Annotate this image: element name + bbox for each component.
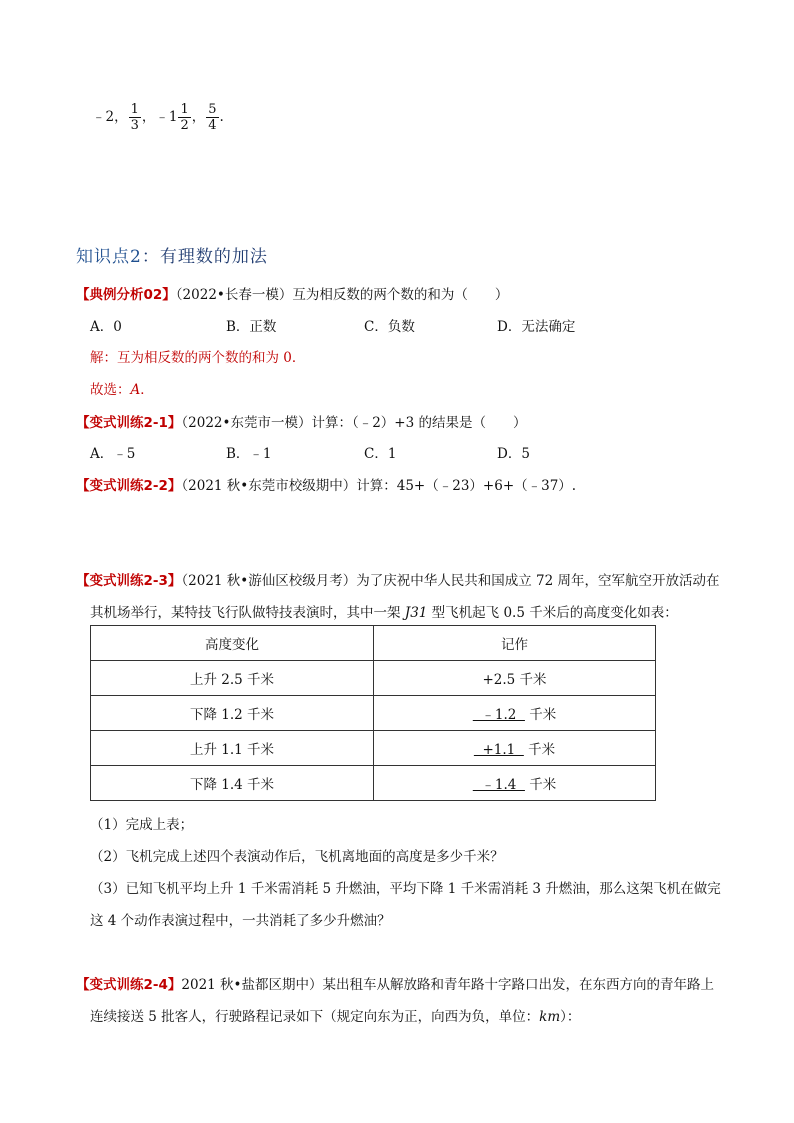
- ex23-tag: 【变式训练2-3】: [76, 573, 182, 589]
- table-header-row: [91, 626, 656, 661]
- ex24-tag: 【变式训练2-4】: [76, 977, 182, 993]
- expr-term-1: ﹣2，: [92, 109, 128, 125]
- ex21-question: （2022•东莞市一模）计算：（﹣2）+3 的结果是（ ）: [181, 415, 527, 431]
- ex21-stem: [76, 411, 527, 431]
- table-row: [91, 731, 656, 766]
- fraction-2: $\frac{1}{2}$: [180, 102, 189, 133]
- table-cell-change: 上升 1.1 千米: [91, 731, 374, 766]
- ex24-line2: 连续接送 5 批客人，行驶路程记录如下（规定向东为正，向西为负，单位：km）：: [90, 1009, 581, 1025]
- ex22-question: （2021 秋•东莞市校级期中）计算：45+（﹣23）+6+（﹣37）.: [181, 478, 577, 494]
- ex02-option-c: C．负数: [364, 319, 415, 335]
- ex02-option-d: D．无法确定: [497, 319, 576, 335]
- fraction-1: $\frac{1}{3}$: [130, 102, 139, 133]
- ex23-line2: 其机场举行，某特技飞行队做特技表演时，其中一架 J31 型飞机起飞 0.5 千米后的高度变化如表：: [90, 605, 678, 621]
- ex21-tag: 【变式训练2-1】: [76, 415, 182, 431]
- table-row: [91, 661, 656, 696]
- fraction-3: $\frac{5}{4}$: [208, 102, 217, 133]
- ex23-q3-line2: 这 4 个动作表演过程中，一共消耗了多少升燃油？: [90, 913, 391, 929]
- aircraft-model: J31: [404, 605, 428, 621]
- height-change-table: [90, 625, 656, 801]
- table-row: [91, 696, 656, 731]
- unit-km: km: [539, 1009, 561, 1025]
- ex23-q3-line1: （3）已知飞机平均上升 1 千米需消耗 5 升燃油，平均下降 1 千米需消耗 3 升燃油，那么这架飞机在做完: [90, 881, 721, 897]
- table-cell-change: 下降 1.2 千米: [91, 696, 374, 731]
- ex21-option-d: D．5: [497, 446, 530, 462]
- table-row: [91, 766, 656, 801]
- table-cell-record: +2.5 千米: [374, 661, 656, 696]
- top-expression: [92, 102, 224, 133]
- table-cell-change: 上升 2.5 千米: [91, 661, 374, 696]
- answer-fill: ﹣1.2: [472, 707, 525, 723]
- table-cell-record: +1.1 千米: [374, 731, 656, 766]
- table-cell-change: 下降 1.4 千米: [91, 766, 374, 801]
- ex24-line1: 【变式训练2-4】2021 秋•盐都区期中）某出租车从解放路和青年路十字路口出发，在东西方向的青年路上: [76, 977, 715, 993]
- ex02-tag: 【典例分析02】: [76, 287, 176, 303]
- ex21-option-c: C．1: [364, 446, 397, 462]
- ex22-tag: 【变式训练2-2】: [76, 478, 182, 494]
- section-number: 2: [130, 247, 142, 267]
- section-prefix: 知识点: [76, 247, 130, 267]
- section-title: [76, 242, 268, 267]
- ex02-stem: [76, 283, 508, 303]
- ex23-q2: （2）飞机完成上述四个表演动作后，飞机离地面的高度是多少千米？: [90, 849, 504, 865]
- ex21-option-a: A．﹣5: [90, 446, 136, 462]
- table-cell-record: ﹣1.2 千米: [374, 696, 656, 731]
- ex21-option-b: B．﹣1: [226, 446, 272, 462]
- ex02-option-a: A．0: [90, 319, 122, 335]
- ex02-answer: 故选：A．: [90, 382, 154, 398]
- section-suffix: ：有理数的加法: [141, 247, 268, 267]
- ex23-q1: （1）完成上表；: [90, 817, 194, 833]
- table-header: 高度变化: [91, 626, 374, 661]
- table-header: 记作: [374, 626, 656, 661]
- expr-term-4: .: [219, 109, 224, 125]
- ex02-option-b: B．正数: [226, 319, 277, 335]
- answer-fill: +1.1: [473, 742, 524, 758]
- ex02-question: （2022•长春一模）互为相反数的两个数的和为（ ）: [175, 287, 509, 303]
- table-cell-record: ﹣1.4 千米: [374, 766, 656, 801]
- ex02-solution: 解：互为相反数的两个数的和为 0．: [90, 350, 306, 366]
- ex23-line1: 【变式训练2-3】（2021 秋•游仙区校级月考）为了庆祝中华人民共和国成立 72 周年，空军航空开放活动在: [76, 573, 720, 589]
- ex22-stem: [76, 474, 576, 494]
- expr-term-3: ，: [191, 109, 206, 125]
- answer-fill: ﹣1.4: [472, 777, 525, 793]
- expr-term-2: ，﹣1: [141, 109, 178, 125]
